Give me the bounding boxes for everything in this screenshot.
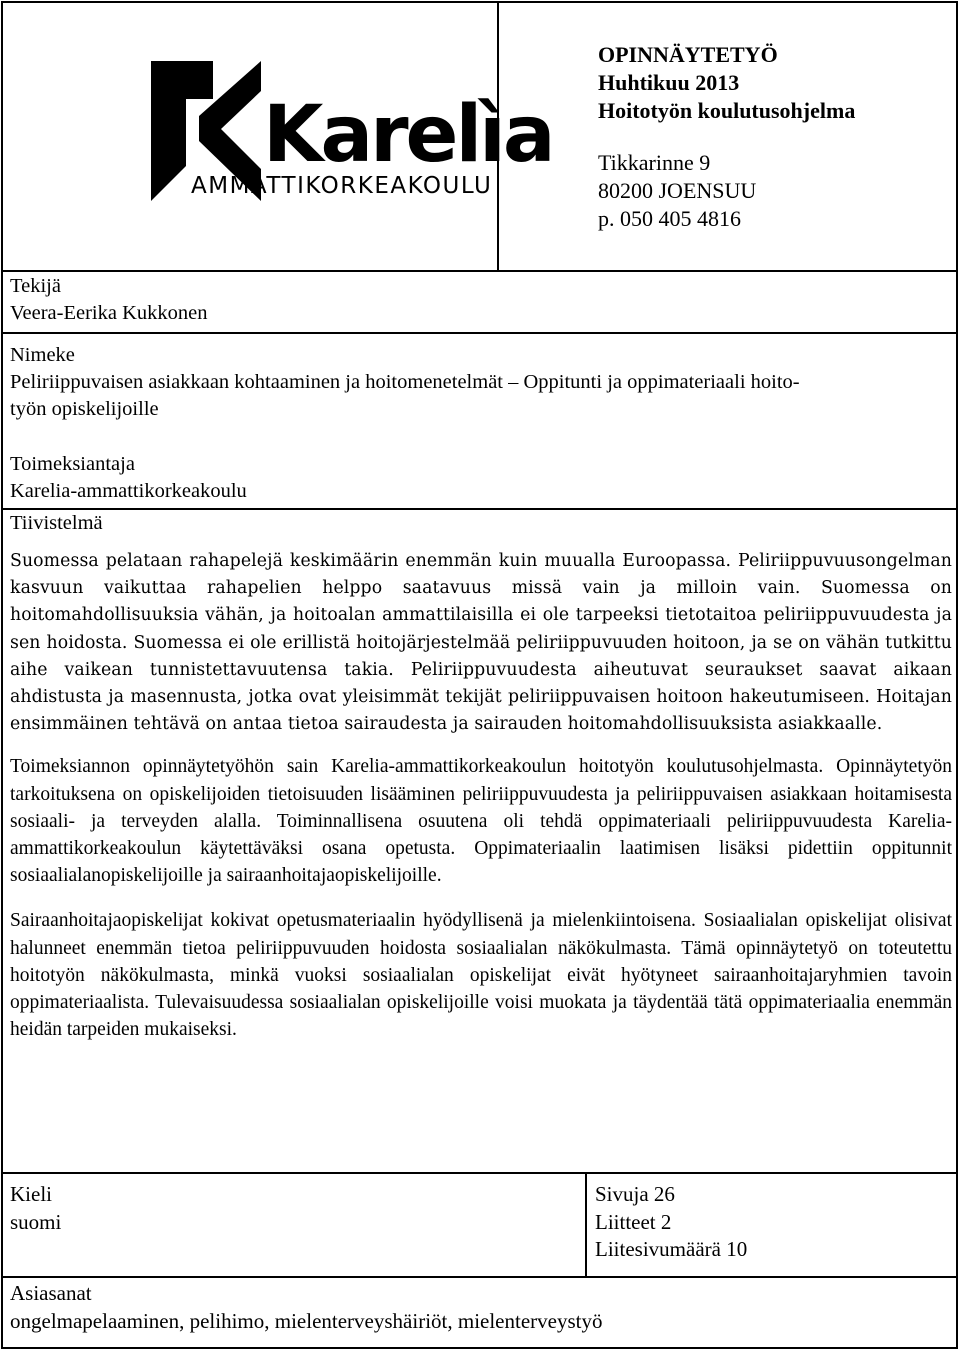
programme-name: Hoitotyön koulutusohjelma xyxy=(598,98,856,123)
abstract-label: Tiivistelmä xyxy=(10,512,103,534)
keywords-cell xyxy=(10,1280,602,1335)
svg-text:AMMATTIKORKEAKOULU: AMMATTIKORKEAKOULU xyxy=(191,173,493,199)
divider xyxy=(1,332,958,334)
document-info xyxy=(598,41,855,233)
language-value: suomi xyxy=(10,1209,62,1234)
language-cell xyxy=(10,1181,61,1236)
keywords-value: ongelmapelaaminen, pelihimo, mielenterveyshäiriöt, mielenterveystyö xyxy=(10,1308,603,1333)
abstract-paragraph: Sairaanhoitajaopiskelijat kokivat opetusmateriaalin hyödyllisenä ja mielenkiintoisena. Sosiaalialan opiskelijat olisivat halunneet enemmän tietoa peliriippuvuuden hoidosta sosiaalialan näkökulmasta. Tämä opinnäytetyö on toteutettu hoitotyön näkökulmasta, minkä vuoksi sosiaalialan opiskelijat eivät hyötyneet sairaanhoitajaryhmien tavoin oppimateriaalista. Tulevaisuudessa sosiaalialan opiskelijoille voisi muokata ja täydentää tätä oppimateriaalia enemmän heidän tarpeiden mukaiseksi. xyxy=(10,910,952,1041)
abstract-label-wrap xyxy=(10,510,103,537)
author-name: Veera-Eerika Kukkonen xyxy=(10,302,208,324)
author-section xyxy=(10,273,208,327)
keywords-label: Asiasanat xyxy=(10,1281,92,1305)
commissioner-label: Toimeksiantaja xyxy=(10,453,135,475)
abstract-paragraph: Toimeksiannon opinnäytetyöhön sain Karelia-ammattikorkeakoulun hoitotyön koulutusohjelmasta. Opinnäytetyön tarkoituksena on opiskelijoiden tietoisuuden lisääminen peliriippuvuudesta ja peliriippuvaisen asiakkaan hoitamisesta sosiaali- ja terveyden alalla. Toiminnallisena osuutena oli tehdä oppimateriaali peliriippuvuudesta Karelia-ammattikorkeakoulun käytettäväksi osana opetusta. Oppimateriaalin laatimisen lisäksi pidettiin oppitunnit sosiaalialanopiskelijoille ja sairaanhoitajaopiskelijoille. xyxy=(10,756,952,887)
page-count-cell xyxy=(595,1181,747,1264)
divider xyxy=(1,1172,958,1174)
divider xyxy=(1,1276,958,1278)
appendix-count: Liitteet 2 xyxy=(595,1209,672,1234)
phone-number: p. 050 405 4816 xyxy=(598,206,741,231)
address-city: 80200 JOENSUU xyxy=(598,178,757,203)
author-label: Tekijä xyxy=(10,275,61,297)
abstract-body xyxy=(10,548,952,1061)
commissioner-name: Karelia-ammattikorkeakoulu xyxy=(10,480,247,502)
commissioner-section xyxy=(10,451,247,505)
svg-text:Karelìa: Karelìa xyxy=(263,90,553,180)
title-line-1: Peliriippuvaisen asiakkaan kohtaaminen ja hoitomenetelmät – Oppitunti ja oppimateriaali hoito- xyxy=(10,371,800,393)
logo-cell xyxy=(1,1,553,270)
title-line-2: työn opiskelijoille xyxy=(10,398,159,420)
document-type: OPINNÄYTETYÖ xyxy=(598,42,778,67)
abstract-paragraph: Suomessa pelataan rahapelejä keskimäärin enemmän kuin muualla Euroopassa. Peliriippuvuusongelman kasvuun vaikuttaa rahapelien helppo saatavuus missä vain ja milloin vain. Suomessa on hoitomahdollisuuksia vähän, ja hoitoalan ammattilaisilla ei ole tarpeeksi tietotaitoa peliriippuvuudesta ja sen hoidosta. Suomessa ei ole erillistä hoitojärjestelmää peliriippuvuuden hoitoon, ja se on vähän tutkittu aihe vaikean tunnistettavuutensa takia. Peliriippuvuudesta aiheutuvat seuraukset saavat aikaan ahdistusta ja masennusta, jotka ovat yleisimmät tekijät peliriippuvaisen hoitoon hakeutumiseen. Hoitajan ensimmäinen tehtävä on antaa tietoa sairaudesta ja sairauden hoitomahdollisuuksista asiakkaalle. xyxy=(10,551,952,735)
title-section xyxy=(10,342,800,423)
divider xyxy=(1,508,958,510)
document-date: Huhtikuu 2013 xyxy=(598,70,740,95)
address-street: Tikkarinne 9 xyxy=(598,150,711,175)
karelia-logo xyxy=(151,61,553,211)
page-count: Sivuja 26 xyxy=(595,1182,675,1206)
appendix-page-count: Liitesivumäärä 10 xyxy=(595,1237,748,1261)
divider xyxy=(585,1172,587,1278)
title-label: Nimeke xyxy=(10,344,75,366)
header xyxy=(1,1,958,272)
language-label: Kieli xyxy=(10,1182,52,1206)
